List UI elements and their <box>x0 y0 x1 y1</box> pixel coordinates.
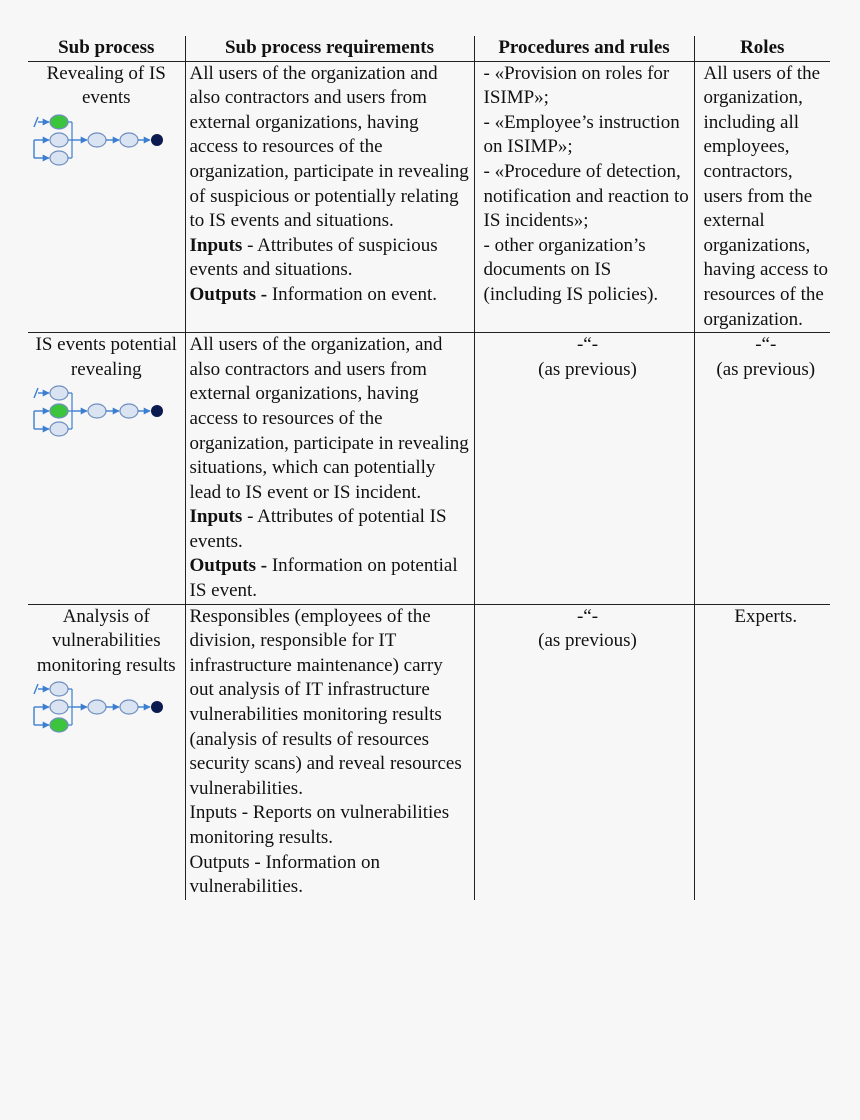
process-diagram-icon <box>30 384 180 442</box>
requirements-text: All users of the organization and also contractors and users from external organizations, having access to resources of the organization, participate in revealing of suspicious or potentially relating to IS events and situations. <box>189 62 469 232</box>
sub-process-cell <box>28 604 185 900</box>
outputs-label: Outputs - <box>189 283 268 305</box>
header-roles: Roles <box>694 36 830 61</box>
procedure-item: - «Employee’s instruction on ISIMP»; <box>483 111 680 158</box>
process-node-icon <box>50 404 68 418</box>
outputs-text: Information on event. <box>267 283 438 305</box>
roles-cell <box>694 604 830 900</box>
table-row <box>28 61 830 333</box>
ditto-note: (as previous) <box>538 358 637 380</box>
roles-text: Experts. <box>734 605 798 627</box>
arrow-icon <box>34 117 38 127</box>
process-node-icon <box>50 115 68 129</box>
process-node-icon <box>50 682 68 696</box>
sub-process-cell <box>28 333 185 605</box>
inputs-label: Inputs <box>189 234 243 256</box>
roles-cell <box>694 333 830 605</box>
header-sub-process: Sub process <box>28 36 185 61</box>
end-node-icon <box>151 701 163 713</box>
inputs-text: - Attributes of potential IS events. <box>189 506 447 552</box>
outputs-text: Information on potential IS event. <box>189 555 458 602</box>
requirements-text: Responsibles (employees of the division, responsible for IT infrastructure maintenance) carry out analysis of IT infrastructure vulnerabilities monitoring results (analysis of results of resources security scans) and reveal resources vulnerabilities. <box>189 605 462 799</box>
ditto-note: (as previous) <box>716 358 816 380</box>
sub-process-name: Analysis of vulnerabilities monitoring results <box>36 605 176 676</box>
ditto-mark: -“- <box>576 334 599 356</box>
requirements-cell <box>185 333 474 605</box>
end-node-icon <box>151 405 163 417</box>
process-diagram-icon <box>30 113 180 171</box>
process-node-icon <box>88 133 106 147</box>
procedure-item: - «Provision on roles for ISIMP»; <box>483 62 670 109</box>
requirements-cell <box>185 604 474 900</box>
procedures-cell <box>474 61 694 333</box>
process-node-icon <box>50 133 68 147</box>
inputs-label: Inputs <box>189 506 243 528</box>
table-row <box>28 333 830 605</box>
outputs-label: Outputs - <box>189 555 268 577</box>
procedure-item: - other organization’s documents on IS (including IS policies). <box>483 234 659 305</box>
process-node-icon <box>50 422 68 436</box>
inputs-text: Inputs - Reports on vulnerabilities monitoring results. <box>189 802 450 848</box>
ditto-mark: -“- <box>576 605 599 627</box>
process-node-icon <box>88 700 106 714</box>
table-header-row <box>28 36 830 61</box>
sub-process-name: Revealing of IS events <box>46 62 166 109</box>
inputs-text: - Attributes of suspicious events and situations. <box>189 234 438 281</box>
roles-text: All users of the organization, including all employees, contractors, users from the external organizations, having access to resources of the organization. <box>703 62 829 330</box>
sub-process-cell <box>28 61 185 333</box>
outputs-text: Outputs - Information on vulnerabilities. <box>189 851 381 898</box>
roles-cell <box>694 61 830 333</box>
arrow-icon <box>34 388 38 398</box>
table-row <box>28 604 830 900</box>
ditto-mark: -“- <box>755 334 777 356</box>
sub-process-name: IS events potential revealing <box>35 334 177 380</box>
process-diagram-icon <box>30 680 180 738</box>
arrow-icon <box>34 684 38 694</box>
process-node-icon <box>50 718 68 732</box>
procedures-cell <box>474 333 694 605</box>
end-node-icon <box>151 134 163 146</box>
process-node-icon <box>50 151 68 165</box>
procedures-cell <box>474 604 694 900</box>
process-table <box>28 36 830 900</box>
header-sub-process-requirements: Sub process requirements <box>185 36 474 61</box>
requirements-text: All users of the organization, and also contractors and users from external organizations, having access to resources of the organization, participate in revealing situations, which can potentially lead to IS event or IS incident. <box>189 334 469 503</box>
ditto-note: (as previous) <box>538 630 637 652</box>
process-node-icon <box>120 133 138 147</box>
header-procedures-and-rules: Procedures and rules <box>474 36 694 61</box>
process-node-icon <box>50 700 68 714</box>
process-node-icon <box>120 700 138 714</box>
process-node-icon <box>50 386 68 400</box>
procedure-item: - «Procedure of detection, notification and reaction to IS incidents»; <box>483 160 689 232</box>
process-node-icon <box>88 404 106 418</box>
requirements-cell <box>185 61 474 333</box>
process-node-icon <box>120 404 138 418</box>
